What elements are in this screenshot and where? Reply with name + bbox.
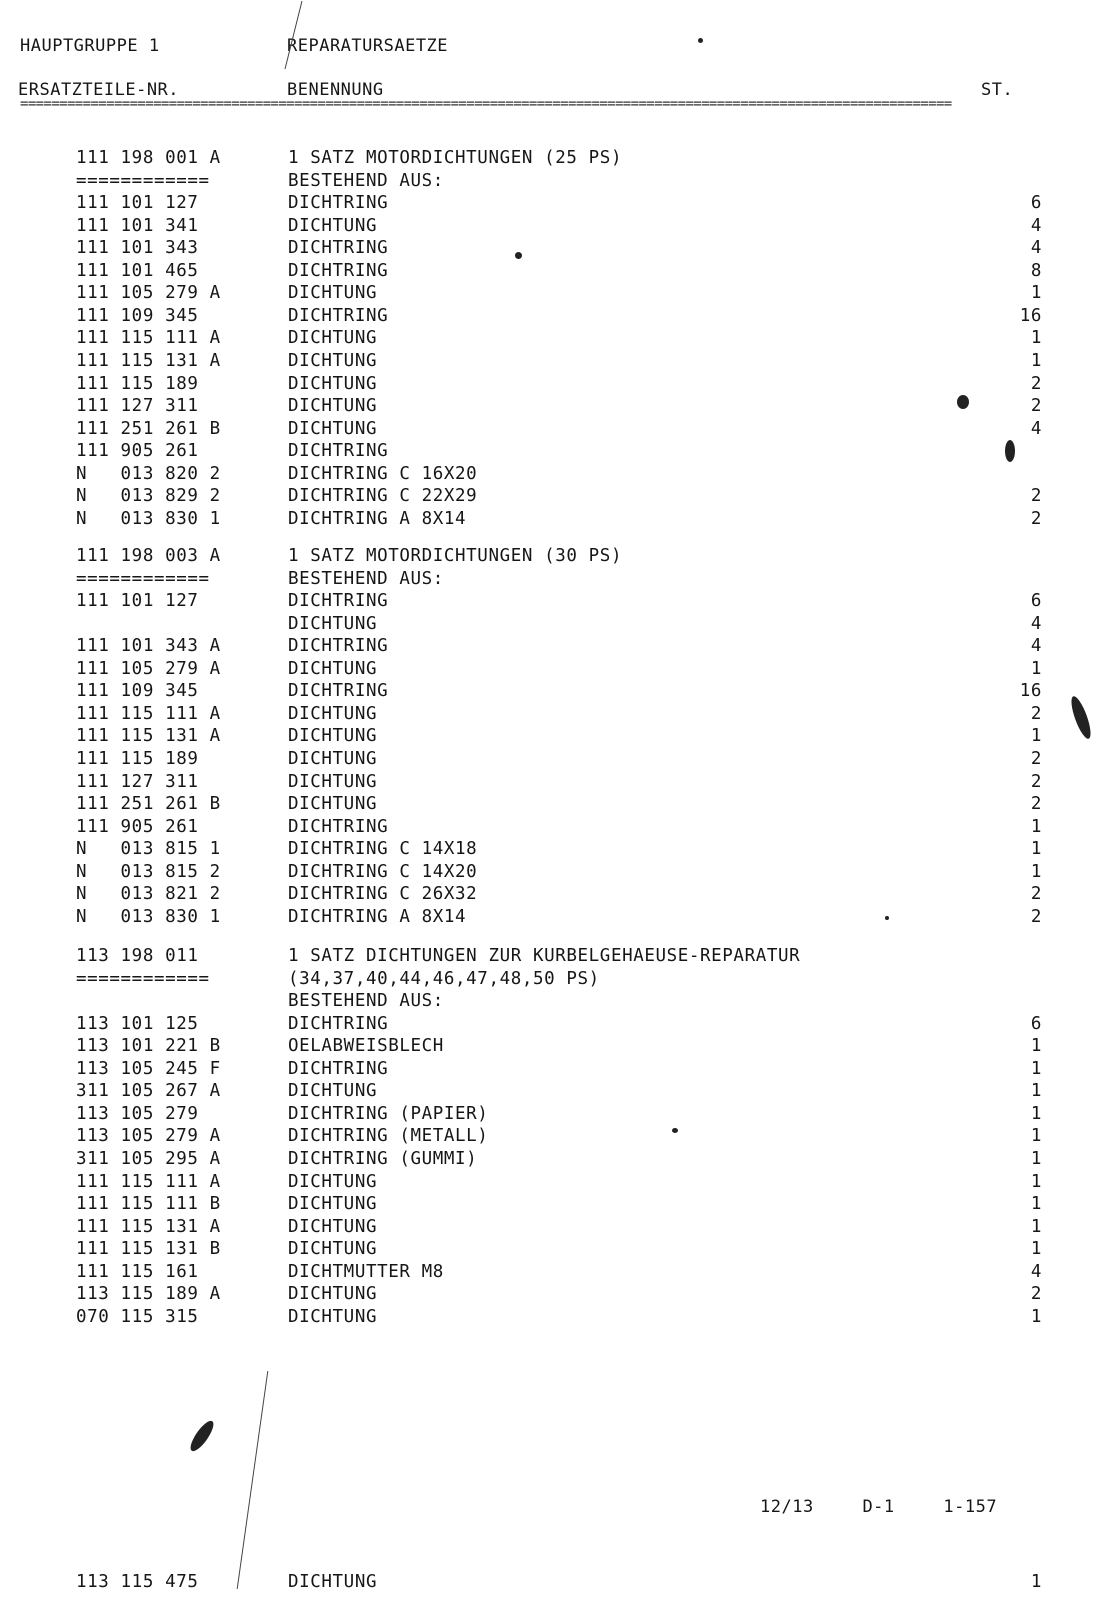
part-quantity: 1: [1030, 1104, 1042, 1124]
part-name: BESTEHEND AUS:: [288, 991, 444, 1011]
scan-artifact: [1005, 440, 1015, 462]
part-name: DICHTUNG: [288, 1081, 378, 1101]
list-item: [76, 990, 996, 1012]
part-name: 1 SATZ MOTORDICHTUNGEN (25 PS): [288, 148, 623, 168]
part-number: 113 115 475: [76, 1572, 199, 1592]
list-item: [76, 1193, 1042, 1215]
part-name: DICHTUNG: [288, 1307, 378, 1327]
list-item: [76, 237, 1042, 259]
list-item: [76, 568, 996, 590]
column-header-part-number: ERSATZTEILE-NR.: [18, 80, 180, 100]
part-name: DICHTUNG: [288, 216, 378, 236]
part-quantity: 4: [1030, 636, 1042, 656]
list-item: [76, 838, 1042, 860]
part-name: DICHTUNG: [288, 351, 378, 371]
list-item: [76, 590, 1042, 612]
part-number: 111 115 131 A: [76, 1217, 221, 1237]
part-number: 113 115 189 A: [76, 1284, 221, 1304]
part-quantity: 1: [1030, 726, 1042, 746]
list-item: [76, 305, 1042, 327]
part-quantity: 6: [1030, 591, 1042, 611]
part-number: 111 198 001 A: [76, 148, 221, 168]
part-number: 111 101 127: [76, 591, 199, 611]
part-number: ============: [76, 171, 210, 191]
scan-artifact: [1068, 694, 1095, 740]
part-name: DICHTUNG: [288, 726, 378, 746]
scan-artifact: [285, 1, 303, 69]
list-item: [76, 147, 996, 169]
part-quantity: 1: [1030, 1081, 1042, 1101]
part-number: 111 251 261 B: [76, 794, 221, 814]
list-item: [76, 463, 996, 485]
part-quantity: 2: [1030, 486, 1042, 506]
list-item: [76, 613, 1042, 635]
list-item: [76, 485, 1042, 507]
part-name: DICHTRING: [288, 261, 389, 281]
part-name: 1 SATZ MOTORDICHTUNGEN (30 PS): [288, 546, 623, 566]
list-item: [76, 1216, 1042, 1238]
list-item: [76, 703, 1042, 725]
part-number: 311 105 267 A: [76, 1081, 221, 1101]
part-number: 113 105 279: [76, 1104, 199, 1124]
part-number: 111 115 111 A: [76, 704, 221, 724]
part-name: DICHTUNG: [288, 1194, 378, 1214]
part-number: 111 101 343 A: [76, 636, 221, 656]
part-name: DICHTRING: [288, 193, 389, 213]
list-item: [76, 1148, 1042, 1170]
part-name: DICHTUNG: [288, 1572, 378, 1592]
part-name: BESTEHEND AUS:: [288, 171, 444, 191]
part-number: 111 115 111 A: [76, 328, 221, 348]
part-quantity: 1: [1030, 1217, 1042, 1237]
list-item: [76, 793, 1042, 815]
part-name: DICHTUNG: [288, 328, 378, 348]
part-number: 111 115 131 B: [76, 1239, 221, 1259]
list-item: [76, 395, 1042, 417]
part-number: 113 101 125: [76, 1014, 199, 1034]
part-quantity: 2: [1030, 907, 1042, 927]
list-item: [76, 680, 1042, 702]
part-name: DICHTRING (PAPIER): [288, 1104, 489, 1124]
list-item: [76, 725, 1042, 747]
part-number: 111 115 161: [76, 1262, 199, 1282]
part-name: BESTEHEND AUS:: [288, 569, 444, 589]
part-number: 111 198 003 A: [76, 546, 221, 566]
scan-artifact: [515, 252, 522, 259]
part-quantity: 2: [1030, 884, 1042, 904]
part-quantity: 16: [1019, 681, 1042, 701]
part-number: 113 198 011: [76, 946, 199, 966]
list-item: [76, 192, 1042, 214]
part-number: 111 115 111 B: [76, 1194, 221, 1214]
list-item: [76, 1058, 1042, 1080]
part-quantity: 1: [1030, 283, 1042, 303]
part-name: DICHTUNG: [288, 419, 378, 439]
part-number: N 013 815 2: [76, 862, 221, 882]
part-quantity: 6: [1030, 1014, 1042, 1034]
part-name: DICHTRING: [288, 1014, 389, 1034]
scan-artifact: [237, 1371, 269, 1589]
part-quantity: 1: [1030, 817, 1042, 837]
part-number: 111 101 465: [76, 261, 199, 281]
part-name: DICHTUNG: [288, 704, 378, 724]
list-item: [76, 1013, 1042, 1035]
part-name: DICHTRING: [288, 636, 389, 656]
scan-artifact: [957, 395, 969, 409]
list-item: [76, 282, 1042, 304]
part-number: 111 109 345: [76, 306, 199, 326]
scan-artifact: [187, 1418, 217, 1454]
part-quantity: 1: [1030, 1572, 1042, 1592]
footer-page-number: 1-157: [943, 1497, 998, 1517]
part-quantity: 1: [1030, 862, 1042, 882]
list-item: [76, 373, 1042, 395]
part-number: 113 105 245 F: [76, 1059, 221, 1079]
part-quantity: 2: [1030, 772, 1042, 792]
part-number: 111 109 345: [76, 681, 199, 701]
part-number: N 013 821 2: [76, 884, 221, 904]
part-number: ============: [76, 969, 210, 989]
part-name: DICHTRING C 22X29: [288, 486, 478, 506]
part-quantity: 2: [1030, 374, 1042, 394]
list-item: [76, 1103, 1042, 1125]
list-item: [76, 170, 996, 192]
list-item: [76, 260, 1042, 282]
part-name: DICHTRING: [288, 591, 389, 611]
part-name: DICHTUNG: [288, 614, 378, 634]
part-quantity: 1: [1030, 351, 1042, 371]
part-quantity: 2: [1030, 396, 1042, 416]
part-name: DICHTMUTTER M8: [288, 1262, 444, 1282]
list-item: [76, 658, 1042, 680]
scan-artifact: [698, 38, 703, 43]
group-title: REPARATURSAETZE: [287, 36, 449, 56]
part-quantity: 1: [1030, 1194, 1042, 1214]
list-item: [76, 883, 1042, 905]
list-item: [76, 1171, 1042, 1193]
part-name: DICHTRING (METALL): [288, 1126, 489, 1146]
part-number: 111 115 131 A: [76, 351, 221, 371]
part-number: 111 105 279 A: [76, 659, 221, 679]
list-item: [76, 1080, 1042, 1102]
part-quantity: 1: [1030, 1059, 1042, 1079]
part-name: (34,37,40,44,46,47,48,50 PS): [288, 969, 600, 989]
part-name: DICHTRING A 8X14: [288, 907, 467, 927]
part-name: DICHTRING A 8X14: [288, 509, 467, 529]
part-quantity: 1: [1030, 328, 1042, 348]
list-item: [76, 215, 1042, 237]
list-item: [76, 440, 996, 462]
part-number: ============: [76, 569, 210, 589]
part-number: 111 905 261: [76, 817, 199, 837]
part-number: 113 101 221 B: [76, 1036, 221, 1056]
list-item: [76, 1261, 1042, 1283]
part-number: 111 101 341: [76, 216, 199, 236]
list-item: [76, 508, 1042, 530]
part-quantity: 1: [1030, 1149, 1042, 1169]
part-quantity: 1: [1030, 839, 1042, 859]
part-number: 111 115 189: [76, 374, 199, 394]
part-number: N 013 829 2: [76, 486, 221, 506]
part-quantity: 1: [1030, 1036, 1042, 1056]
part-name: OELABWEISBLECH: [288, 1036, 444, 1056]
part-number: 111 127 311: [76, 772, 199, 792]
part-name: DICHTUNG: [288, 396, 378, 416]
part-quantity: 2: [1030, 509, 1042, 529]
part-number: N 013 815 1: [76, 839, 221, 859]
part-name: DICHTRING: [288, 681, 389, 701]
part-name: DICHTRING C 16X20: [288, 464, 478, 484]
part-quantity: 8: [1030, 261, 1042, 281]
part-name: DICHTUNG: [288, 794, 378, 814]
part-number: 111 115 131 A: [76, 726, 221, 746]
list-item: [76, 1306, 1042, 1328]
list-item: [76, 1283, 1042, 1305]
list-item: [76, 771, 1042, 793]
part-number: N 013 830 1: [76, 509, 221, 529]
part-number: 113 105 279 A: [76, 1126, 221, 1146]
part-number: N 013 830 1: [76, 907, 221, 927]
part-name: 1 SATZ DICHTUNGEN ZUR KURBELGEHAEUSE-REPARATUR: [288, 946, 801, 966]
list-item: [76, 945, 996, 967]
column-header-quantity: ST.: [981, 80, 1014, 100]
part-quantity: 1: [1030, 1172, 1042, 1192]
part-name: DICHTUNG: [288, 1284, 378, 1304]
part-quantity: 4: [1030, 238, 1042, 258]
part-number: 111 101 127: [76, 193, 199, 213]
part-name: DICHTRING C 14X20: [288, 862, 478, 882]
list-item: [76, 861, 1042, 883]
list-item: [76, 545, 996, 567]
part-name: DICHTUNG: [288, 659, 378, 679]
column-header-name: BENENNUNG: [287, 80, 384, 100]
list-item: [76, 327, 1042, 349]
part-name: DICHTUNG: [288, 374, 378, 394]
list-item: [76, 1125, 1042, 1147]
part-quantity: 1: [1030, 1126, 1042, 1146]
list-item: [76, 350, 1042, 372]
list-item: [76, 418, 1042, 440]
part-name: DICHTRING C 14X18: [288, 839, 478, 859]
part-number: 111 905 261: [76, 441, 199, 461]
list-item: [76, 1035, 1042, 1057]
part-number: 111 115 189: [76, 749, 199, 769]
list-item: [76, 1571, 1042, 1593]
part-quantity: 2: [1030, 794, 1042, 814]
part-name: DICHTUNG: [288, 1217, 378, 1237]
part-number: 111 127 311: [76, 396, 199, 416]
part-number: 111 251 261 B: [76, 419, 221, 439]
part-name: DICHTUNG: [288, 749, 378, 769]
part-name: DICHTRING: [288, 238, 389, 258]
part-quantity: 2: [1030, 704, 1042, 724]
part-name: DICHTRING (GUMMI): [288, 1149, 478, 1169]
part-quantity: 6: [1030, 193, 1042, 213]
part-quantity: 4: [1030, 216, 1042, 236]
scan-artifact: [672, 1128, 678, 1133]
part-number: 111 105 279 A: [76, 283, 221, 303]
part-name: DICHTUNG: [288, 1172, 378, 1192]
part-quantity: 16: [1019, 306, 1042, 326]
part-name: DICHTRING: [288, 441, 389, 461]
part-name: DICHTUNG: [288, 283, 378, 303]
list-item: [76, 968, 996, 990]
part-quantity: 4: [1030, 1262, 1042, 1282]
part-quantity: 1: [1030, 1307, 1042, 1327]
part-number: 111 101 343: [76, 238, 199, 258]
part-quantity: 2: [1030, 1284, 1042, 1304]
part-quantity: 4: [1030, 419, 1042, 439]
list-item: [76, 816, 1042, 838]
part-quantity: 4: [1030, 614, 1042, 634]
part-name: DICHTRING: [288, 306, 389, 326]
header-separator: =======================================================================================================================: [20, 96, 952, 112]
footer-code: D-1: [862, 1497, 895, 1517]
list-item: [76, 906, 1042, 928]
part-number: N 013 820 2: [76, 464, 221, 484]
part-quantity: 1: [1030, 1239, 1042, 1259]
part-number: 311 105 295 A: [76, 1149, 221, 1169]
part-name: DICHTRING C 26X32: [288, 884, 478, 904]
part-name: DICHTRING: [288, 817, 389, 837]
list-item: [76, 635, 1042, 657]
list-item: [76, 1238, 1042, 1260]
part-number: 070 115 315: [76, 1307, 199, 1327]
footer-date: 12/13: [760, 1497, 814, 1517]
part-quantity: 1: [1030, 659, 1042, 679]
part-quantity: 2: [1030, 749, 1042, 769]
part-name: DICHTUNG: [288, 1239, 378, 1259]
list-item: [76, 748, 1042, 770]
part-number: 111 115 111 A: [76, 1172, 221, 1192]
page-footer: [760, 1497, 1035, 1517]
scan-artifact: [885, 916, 889, 920]
group-label: HAUPTGRUPPE 1: [20, 36, 160, 56]
part-name: DICHTUNG: [288, 772, 378, 792]
part-name: DICHTRING: [288, 1059, 389, 1079]
